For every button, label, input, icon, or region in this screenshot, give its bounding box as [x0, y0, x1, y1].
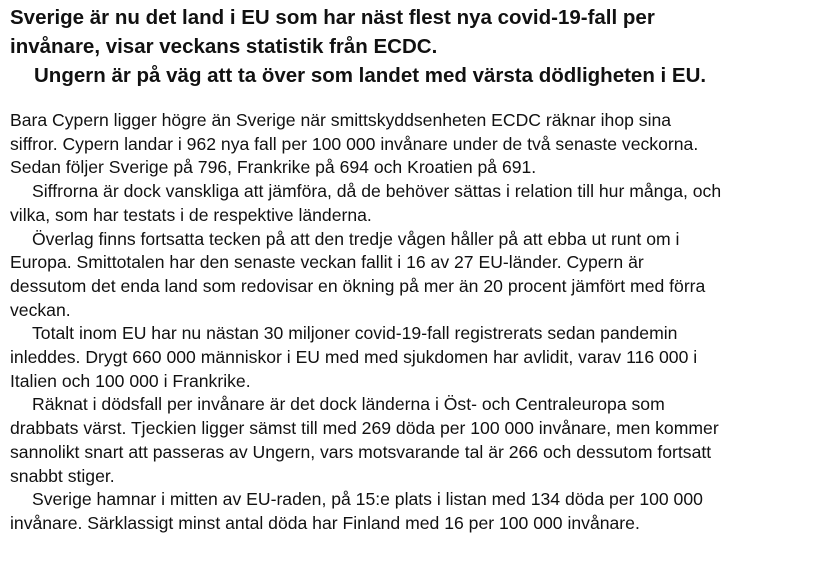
headline: [10, 3, 822, 90]
paragraph-line: siffror. Cypern landar i 962 nya fall per 100 000 invånare under de två senaste veckorna.: [10, 133, 699, 154]
paragraph-line: Italien och 100 000 i Frankrike.: [10, 370, 251, 391]
paragraph-line: vilka, som har testats i de respektive länderna.: [10, 204, 372, 225]
paragraph: [10, 180, 822, 227]
paragraph: [10, 109, 822, 180]
paragraph: [10, 393, 822, 488]
headline-subline: Ungern är på väg att ta över som landet med värsta dödligheten i EU.: [34, 64, 707, 87]
paragraph-line: Totalt inom EU har nu nästan 30 miljoner covid-19-fall registrerats sedan pandemin: [32, 323, 678, 344]
paragraph-line: invånare. Särklassigt minst antal döda har Finland med 16 per 100 000 invånare.: [10, 512, 640, 533]
paragraph-line: Sedan följer Sverige på 796, Frankrike på 694 och Kroatien på 691.: [10, 157, 537, 178]
paragraph-line: veckan.: [10, 299, 71, 320]
paragraph-line: drabbats värst. Tjeckien ligger sämst till med 269 döda per 100 000 invånare, men kommer: [10, 418, 719, 439]
paragraph-line: Överlag finns fortsatta tecken på att den tredje vågen håller på att ebba ut runt om i: [32, 228, 680, 249]
paragraph-line: snabbt stiger.: [10, 465, 115, 486]
paragraph-line: Sverige hamnar i mitten av EU-raden, på 15:e plats i listan med 134 döda per 100 000: [32, 489, 703, 510]
paragraph-line: dessutom det enda land som redovisar en ökning på mer än 20 procent jämfört med förra: [10, 275, 706, 296]
paragraph-line: inleddes. Drygt 660 000 människor i EU med med sjukdomen har avlidit, varav 116 000 i: [10, 347, 698, 368]
paragraph-line: Siffrorna är dock vanskliga att jämföra, då de behöver sättas i relation till hur många, och: [32, 181, 722, 202]
paragraph: [10, 228, 822, 323]
paragraph-line: Bara Cypern ligger högre än Sverige när smittskyddsenheten ECDC räknar ihop sina: [10, 110, 672, 130]
headline-line: Sverige är nu det land i EU som har näst flest nya covid-19-fall per: [10, 6, 655, 29]
paragraph: [10, 322, 822, 393]
article: [10, 0, 822, 536]
paragraph: [10, 488, 822, 535]
paragraph-line: sannolikt snart att passeras av Ungern, vars motsvarande tal är 266 och dessutom fortsatt: [10, 441, 712, 462]
headline-line: invånare, visar veckans statistik från ECDC.: [10, 35, 438, 58]
article-body: [10, 109, 822, 536]
paragraph-line: Räknat i dödsfall per invånare är det dock länderna i Öst- och Centraleuropa som: [32, 394, 665, 415]
paragraph-line: Europa. Smittotalen har den senaste veckan fallit i 16 av 27 EU-länder. Cypern är: [10, 252, 644, 273]
